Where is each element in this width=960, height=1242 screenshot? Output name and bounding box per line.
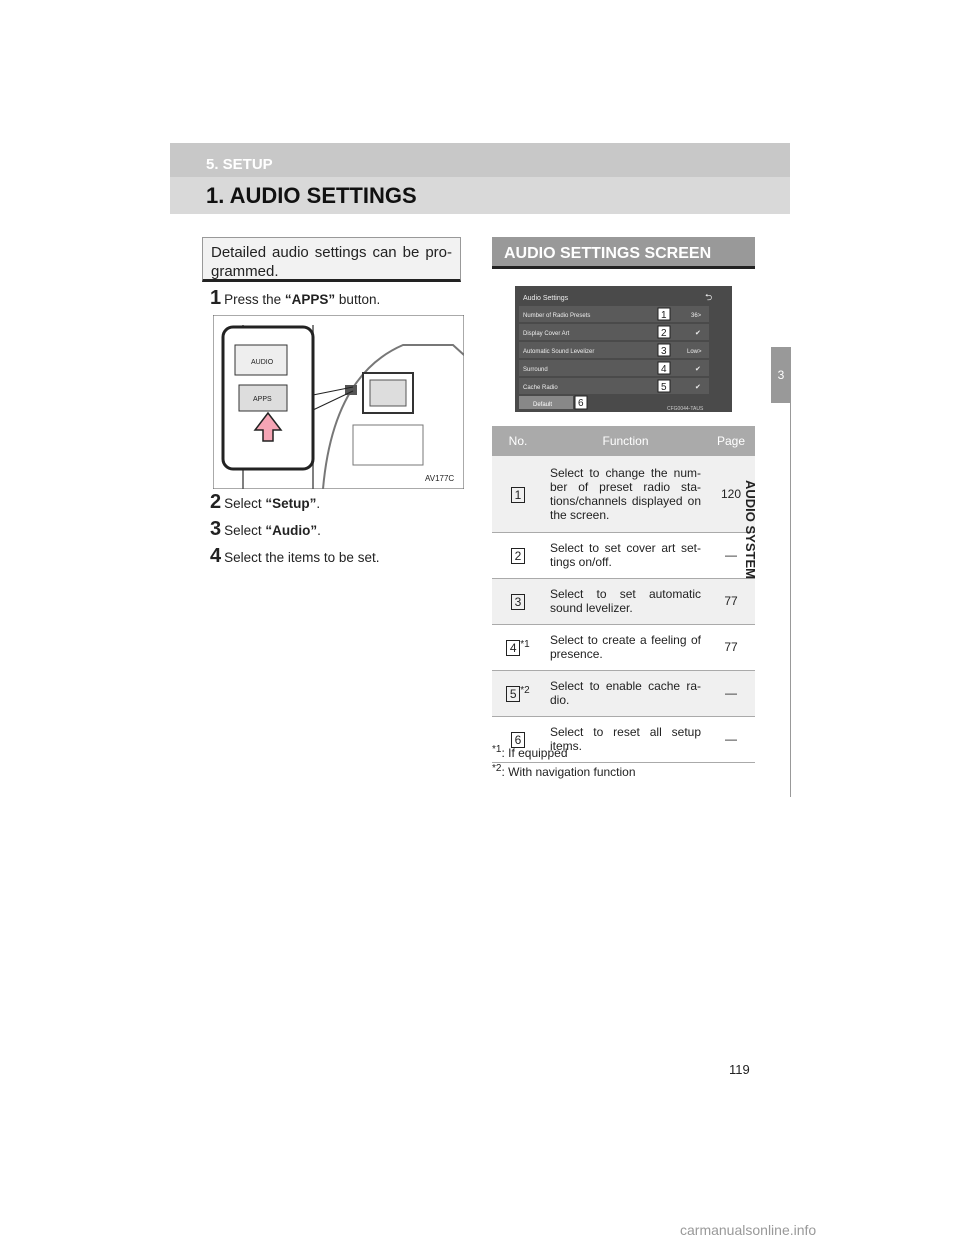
footnote-1: $^{*1}$: If equipped	[492, 744, 568, 760]
intro-box: Detailed audio settings can be pro-grammed.	[202, 237, 461, 282]
chapter-tab: 3	[771, 347, 791, 403]
table-row: 5 $^{*2}$ Select to enable cache ra-dio. —	[492, 670, 755, 716]
screen-row-2[interactable]	[519, 324, 709, 340]
chapter-label: AUDIO SYSTEM	[743, 480, 758, 579]
screen-title: Audio Settings	[523, 295, 569, 302]
watermark: carmanualsonline.info	[680, 1222, 817, 1238]
svg-text:✔: ✔	[695, 384, 701, 391]
svg-text:1: 1	[661, 310, 667, 321]
header-band	[170, 143, 790, 177]
svg-text:Number of Radio Presets: Number of Radio Presets	[523, 313, 591, 319]
page-title: 1. AUDIO SETTINGS	[206, 183, 417, 208]
step-2: 2 Select “Setup”.	[210, 491, 321, 513]
svg-text:✔: ✔	[695, 366, 701, 373]
svg-text:2: 2	[661, 328, 667, 339]
svg-text:36>: 36>	[691, 313, 702, 319]
audio-button-label: AUDIO	[251, 359, 274, 366]
page-number: 119	[729, 1062, 750, 1077]
svg-text:5: 5	[661, 382, 667, 393]
svg-text:Default: Default	[533, 402, 553, 408]
section-label: 5. SETUP	[206, 156, 273, 173]
default-button[interactable]	[519, 396, 587, 409]
table-row: 1 Select to change the num-ber of preset radio sta-tions/channels displayed on the screen. 120	[492, 456, 755, 532]
screen-row-4[interactable]	[519, 360, 709, 376]
apps-button-label: APPS	[253, 396, 272, 403]
table-row: 4 $^{*1}$ Select to create a feeling of presence. 77	[492, 624, 755, 670]
table-row: 6 Select to reset all setup items. —	[492, 716, 755, 762]
svg-text:Low>: Low>	[687, 349, 702, 355]
table-row: 2 Select to set cover art set-tings on/off. —	[492, 532, 755, 578]
svg-text:Display Cover Art: Display Cover Art	[523, 331, 570, 337]
step-1: 1 Press the “APPS” button.	[210, 287, 381, 309]
screen-code: CFG0044-TAUS	[667, 406, 704, 412]
table-row: 3 Select to set automatic sound levelizer. 77	[492, 578, 755, 624]
function-table	[492, 426, 755, 763]
back-icon[interactable]: ⮌	[705, 292, 713, 302]
col-no: No.	[492, 426, 544, 456]
svg-text:Cache Radio: Cache Radio	[523, 385, 558, 391]
svg-text:Automatic Sound Levelizer: Automatic Sound Levelizer	[523, 349, 595, 355]
svg-text:6: 6	[578, 398, 584, 409]
table-header-row	[492, 426, 755, 456]
screen-heading: AUDIO SETTINGS SCREEN	[492, 237, 755, 269]
side-divider	[790, 347, 791, 797]
figure-code: AV177C	[425, 474, 455, 483]
svg-text:4: 4	[661, 364, 667, 375]
svg-text:Surround: Surround	[523, 367, 548, 373]
svg-text:3: 3	[661, 346, 667, 357]
footnotes	[492, 742, 636, 780]
svg-text:✔: ✔	[695, 330, 701, 337]
col-function: Function	[544, 426, 707, 456]
step-4: 4 Select the items to be set.	[210, 545, 380, 567]
footnote-2: $^{*2}$: With navigation function	[492, 763, 636, 779]
audio-settings-screenshot	[515, 286, 732, 412]
page-header	[170, 143, 790, 214]
screen-row-1[interactable]	[519, 306, 709, 322]
screen-row-5[interactable]	[519, 378, 709, 394]
screen-row-3[interactable]	[519, 342, 709, 358]
col-page: Page	[707, 426, 755, 456]
step-3: 3 Select “Audio”.	[210, 518, 321, 540]
dashboard-figure	[213, 315, 464, 489]
